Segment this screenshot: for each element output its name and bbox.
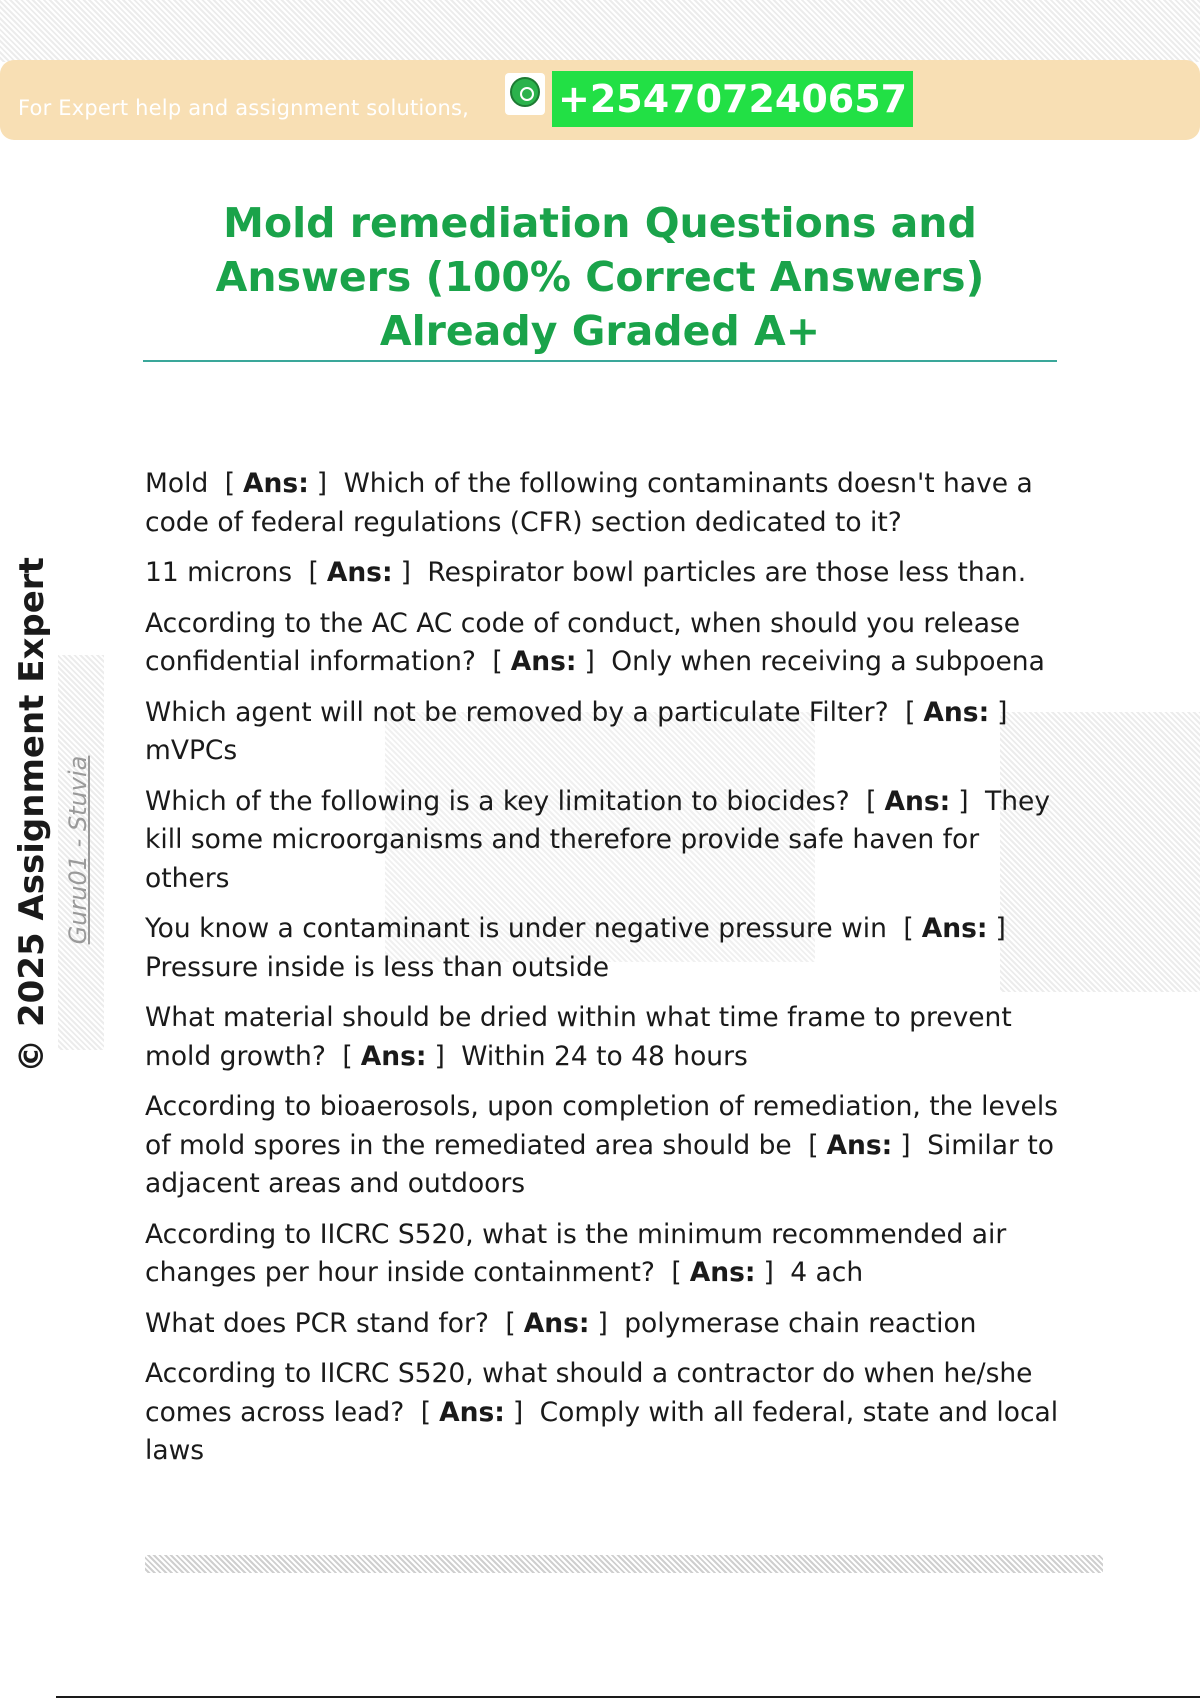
ans-bracket-close: ] — [400, 557, 411, 588]
ans-bracket-close: ] — [995, 913, 1006, 944]
qa-answer: Only when receiving a subpoena — [611, 646, 1045, 677]
ans-bracket-open: [ — [505, 1307, 516, 1339]
qa-question: What does PCR stand for? — [145, 1307, 489, 1339]
ans-bracket-close: ] — [316, 468, 328, 499]
qa-item — [145, 1088, 1060, 1204]
ans-bracket-close: ] — [997, 696, 1008, 728]
qa-answer: polymerase chain reaction — [624, 1307, 977, 1339]
ans-label: Ans: — [243, 468, 309, 499]
qa-question: You know a contaminant is under negative pressure win — [145, 913, 887, 944]
ans-bracket-close: ] — [763, 1257, 774, 1288]
top-hatch-pattern — [0, 0, 1200, 62]
whatsapp-icon[interactable] — [505, 73, 545, 115]
ans-bracket-open: [ — [492, 646, 503, 677]
ans-label: Ans: — [921, 913, 988, 944]
ans-label: Ans: — [523, 1307, 590, 1339]
qa-item — [145, 1305, 1060, 1344]
ans-label: Ans: — [326, 557, 393, 588]
ans-label: Ans: — [510, 646, 577, 677]
qa-item — [145, 1355, 1060, 1471]
ans-bracket-close: ] — [900, 1129, 911, 1161]
qa-item — [145, 1216, 1060, 1293]
qa-answer: Similar to adjacent areas and outdoors — [145, 1129, 1054, 1199]
qa-answer: Comply with all federal, state and local laws — [145, 1396, 1059, 1466]
ans-label: Ans: — [689, 1257, 756, 1288]
qa-question: Mold — [145, 468, 209, 499]
qa-item — [145, 694, 1060, 771]
qa-item — [145, 554, 1060, 593]
bottom-hatch-divider — [145, 1555, 1103, 1573]
footer-divider — [56, 1696, 1200, 1698]
qa-answer: Pressure inside is less than outside — [145, 951, 610, 983]
ans-bracket-open: [ — [808, 1129, 819, 1161]
qa-question: Which agent will not be removed by a particulate Filter? — [145, 696, 889, 728]
qa-item — [145, 605, 1060, 682]
ans-label: Ans: — [826, 1129, 893, 1161]
qa-answer: 4 ach — [790, 1257, 864, 1288]
qa-question: According to bioaerosols, upon completion of remediation, the levels of mold spores in the remediated area should be — [145, 1091, 1058, 1161]
qa-item — [145, 910, 1060, 987]
phone-number[interactable]: +254707240657 — [552, 71, 913, 127]
qa-list — [145, 465, 1060, 1483]
ans-bracket-open: [ — [308, 557, 319, 588]
ans-label: Ans: — [360, 1040, 427, 1072]
page-title: Mold remediation Questions and Answers (100% Correct Answers) Already Graded A+ — [215, 199, 985, 355]
qa-item — [145, 783, 1060, 899]
ans-bracket-open: [ — [671, 1257, 682, 1288]
ans-bracket-close: ] — [434, 1040, 445, 1072]
qa-question: Which of the following is a key limitation to biocides? — [145, 785, 850, 817]
ans-bracket-close: ] — [512, 1396, 524, 1428]
qa-question: 11 microns — [145, 557, 293, 588]
qa-question: According to IICRC S520, what is the minimum recommended air changes per hour inside containment? — [145, 1218, 1007, 1288]
ans-label: Ans: — [439, 1396, 505, 1428]
qa-answer: Within 24 to 48 hours — [461, 1040, 748, 1072]
ans-bracket-close: ] — [584, 646, 595, 677]
ans-bracket-open: [ — [903, 913, 914, 944]
ans-bracket-close: ] — [597, 1307, 608, 1339]
qa-item — [145, 999, 1060, 1076]
qa-question: According to IICRC S520, what should a contractor do when he/she comes across lead? — [145, 1358, 1033, 1428]
qa-question: According to the AC AC code of conduct, when should you release confidential information? — [145, 607, 1021, 677]
ans-label: Ans: — [923, 696, 990, 728]
ans-bracket-close: ] — [958, 785, 969, 817]
ans-bracket-open: [ — [224, 468, 236, 499]
qa-answer: mVPCs — [145, 735, 238, 766]
ans-bracket-open: [ — [866, 785, 877, 817]
ans-bracket-open: [ — [342, 1040, 353, 1072]
qa-answer: Which of the following contaminants doesn't have a code of federal regulations (CFR) section dedicated to it? — [145, 468, 1033, 538]
qa-answer: They kill some microorganisms and therefore provide safe haven for others — [145, 785, 1051, 894]
qa-question: What material should be dried within what time frame to prevent mold growth? — [145, 1002, 1012, 1072]
qa-answer: Respirator bowl particles are those less than. — [427, 557, 1027, 588]
banner-text: For Expert help and assignment solutions, — [18, 96, 470, 120]
title-divider — [143, 360, 1057, 362]
qa-item — [145, 465, 1060, 542]
ans-bracket-open: [ — [905, 696, 916, 728]
ans-bracket-open: [ — [420, 1396, 432, 1428]
ans-label: Ans: — [884, 785, 951, 817]
